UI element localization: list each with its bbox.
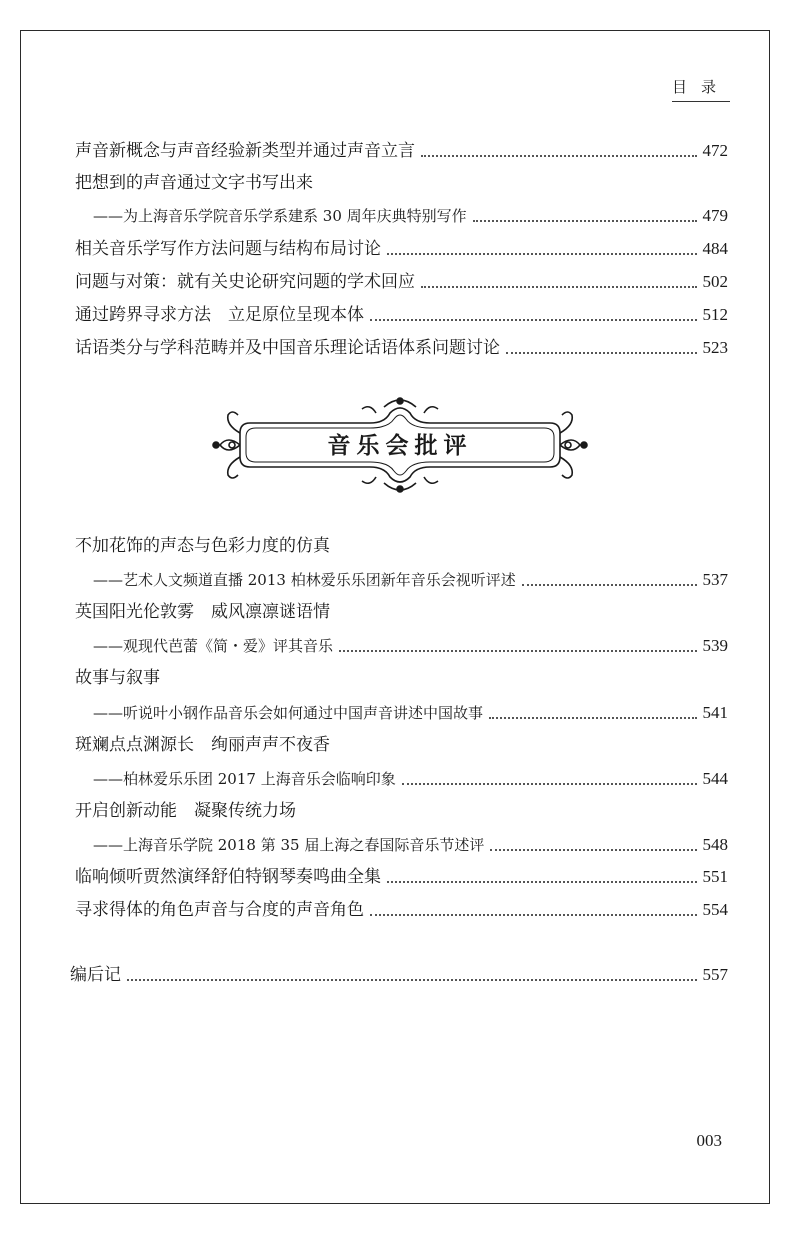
toc-entry-page: 537 bbox=[702, 570, 728, 589]
toc-entry-title: 英国阳光伦敦雾 威风凛凛谜语情 bbox=[75, 602, 330, 622]
toc-entry-afterword[interactable] bbox=[70, 964, 728, 986]
toc-entry-title: ——为上海音乐学院音乐学系建系 30 周年庆典特别写作 bbox=[93, 207, 467, 225]
toc-entry[interactable] bbox=[75, 304, 728, 326]
toc-entry[interactable] bbox=[75, 800, 728, 822]
toc-entry-page: 551 bbox=[702, 867, 728, 886]
leader-dots bbox=[421, 155, 697, 157]
toc-entry-title: 问题与对策：就有关史论研究问题的学术回应 bbox=[75, 272, 415, 292]
toc-entry-title: ——观现代芭蕾《简・爱》评其音乐 bbox=[93, 637, 334, 655]
leader-dots bbox=[339, 650, 696, 652]
toc-entry-page: 541 bbox=[702, 703, 728, 722]
toc-entry-title: 开启创新动能 凝聚传统力场 bbox=[75, 801, 296, 821]
toc-entry-page: 479 bbox=[702, 206, 728, 225]
toc-entry-page: 554 bbox=[702, 900, 728, 919]
toc-entry-title: ——柏林爱乐乐团 2017 上海音乐会临响印象 bbox=[93, 770, 396, 788]
toc-entry-subtitle[interactable] bbox=[93, 702, 728, 724]
toc-entry-page: 484 bbox=[702, 239, 728, 258]
toc-entry-title: 不加花饰的声态与色彩力度的仿真 bbox=[75, 536, 330, 556]
leader-dots bbox=[387, 253, 697, 255]
toc-entry-title: ——艺术人文频道直播 2013 柏林爱乐乐团新年音乐会视听评述 bbox=[93, 571, 516, 589]
leader-dots bbox=[370, 914, 697, 916]
leader-dots bbox=[421, 286, 697, 288]
toc-entry-page: 557 bbox=[702, 965, 728, 984]
toc-entry-page: 523 bbox=[702, 338, 728, 357]
leader-dots bbox=[473, 220, 697, 222]
toc-entry-page: 502 bbox=[702, 272, 728, 291]
toc-entry-subtitle[interactable] bbox=[93, 834, 728, 856]
leader-dots bbox=[402, 783, 697, 785]
toc-entry[interactable] bbox=[75, 535, 728, 557]
toc-entry[interactable] bbox=[75, 238, 728, 260]
toc-entry-page: 512 bbox=[702, 305, 728, 324]
toc-entry-title: ——听说叶小钢作品音乐会如何通过中国声音讲述中国故事 bbox=[93, 704, 484, 722]
toc-entry[interactable] bbox=[75, 271, 728, 293]
toc-entry[interactable] bbox=[75, 601, 728, 623]
toc-entry-title: 把想到的声音通过文字书写出来 bbox=[75, 173, 313, 193]
toc-entry[interactable] bbox=[75, 172, 728, 194]
toc-entry-title: 话语类分与学科范畴并及中国音乐理论话语体系问题讨论 bbox=[75, 338, 500, 358]
toc-entry-title: 相关音乐学写作方法问题与结构布局讨论 bbox=[75, 239, 381, 259]
toc-entry-title: 通过跨界寻求方法 立足原位呈现本体 bbox=[75, 305, 364, 325]
toc-entry[interactable] bbox=[75, 667, 728, 689]
toc-entry-title: ——上海音乐学院 2018 第 35 届上海之春国际音乐节述评 bbox=[93, 836, 485, 854]
toc-entry-page: 548 bbox=[702, 835, 728, 854]
running-head: 目录 bbox=[672, 76, 730, 102]
toc-entry-subtitle[interactable] bbox=[93, 635, 728, 657]
leader-dots bbox=[387, 881, 697, 883]
toc-entry-title: 声音新概念与声音经验新类型并通过声音立言 bbox=[75, 141, 415, 161]
leader-dots bbox=[127, 979, 697, 981]
section-banner bbox=[210, 395, 590, 495]
toc-entry-title: 故事与叙事 bbox=[75, 668, 160, 688]
toc-entry[interactable] bbox=[75, 140, 728, 162]
toc-entry-title: 斑斓点点渊源长 绚丽声声不夜香 bbox=[75, 735, 330, 755]
toc-entry[interactable] bbox=[75, 899, 728, 921]
toc-entry-title: 临响倾听贾然演绎舒伯特钢琴奏鸣曲全集 bbox=[75, 867, 381, 887]
toc-entry-subtitle[interactable] bbox=[93, 569, 728, 591]
page-number: 003 bbox=[696, 1131, 722, 1150]
toc-entry[interactable] bbox=[75, 866, 728, 888]
toc-entry-page: 539 bbox=[702, 636, 728, 655]
leader-dots bbox=[489, 717, 696, 719]
toc-entry-subtitle[interactable] bbox=[93, 205, 728, 227]
leader-dots bbox=[506, 352, 697, 354]
toc-entry[interactable] bbox=[75, 734, 728, 756]
leader-dots bbox=[490, 849, 696, 851]
section-title: 音乐会批评 bbox=[327, 433, 473, 459]
toc-entry-title: 寻求得体的角色声音与合度的声音角色 bbox=[75, 900, 364, 920]
toc-entry-title: 编后记 bbox=[70, 965, 121, 985]
toc-entry-page: 472 bbox=[702, 141, 728, 160]
toc-entry[interactable] bbox=[75, 337, 728, 359]
leader-dots bbox=[522, 584, 697, 586]
toc-entry-page: 544 bbox=[702, 769, 728, 788]
leader-dots bbox=[370, 319, 697, 321]
toc-entry-subtitle[interactable] bbox=[93, 768, 728, 790]
